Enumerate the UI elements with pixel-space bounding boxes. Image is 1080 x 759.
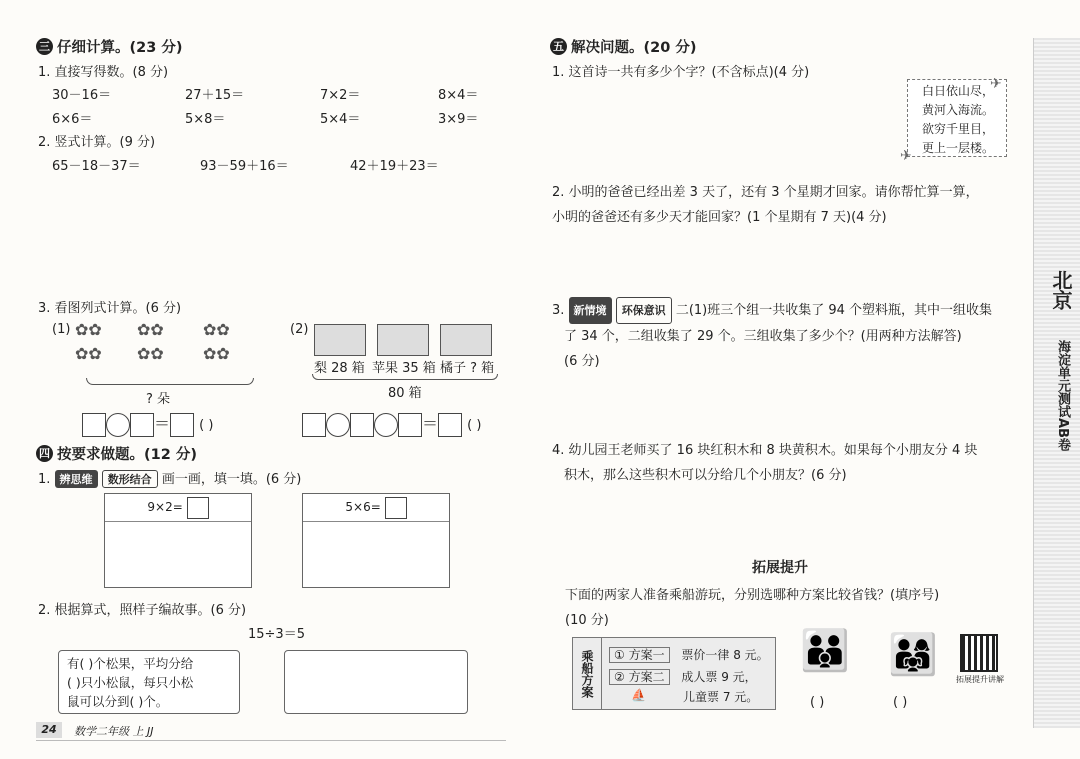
flower-icon: ✿✿ bbox=[75, 320, 102, 339]
crate-label: 苹果 35 箱 bbox=[372, 361, 436, 376]
crate-icon bbox=[440, 324, 492, 356]
q-line: (6 分) bbox=[564, 354, 600, 369]
answer-box[interactable] bbox=[438, 413, 462, 437]
table-side-label: 乘船方案 bbox=[573, 638, 602, 709]
q-text: 画一画，填一填。(6 分) bbox=[161, 472, 302, 487]
brace bbox=[312, 374, 498, 380]
section-title: 按要求做题。(12 分) bbox=[57, 447, 197, 463]
drawing-box-1[interactable] bbox=[104, 493, 252, 588]
story-line: ( )只小松鼠，每只小松 bbox=[67, 675, 194, 690]
footer-text: 数学二年级 上 JJ bbox=[74, 725, 154, 738]
extension-title: 拓展提升 bbox=[752, 560, 808, 576]
tag-thinking: 辨思维 bbox=[55, 470, 98, 488]
family-illustration-1: 👪 bbox=[800, 628, 850, 674]
plan-desc: 儿童票 7 元。 bbox=[683, 690, 759, 704]
section-number: 三 bbox=[36, 38, 53, 55]
section-5-heading bbox=[550, 36, 696, 57]
unit-paren: ( ) bbox=[467, 418, 482, 433]
paper-plane-icon: ✈ bbox=[990, 76, 1002, 92]
story-formula: 15÷3＝5 bbox=[248, 627, 305, 642]
calc-item: 30－16＝ bbox=[52, 88, 112, 103]
calc-item: 27＋15＝ bbox=[185, 88, 245, 103]
plan-row bbox=[609, 668, 757, 685]
poem-line: 欲穷千里目， bbox=[922, 122, 995, 136]
plan-desc: 成人票 9 元， bbox=[681, 670, 757, 684]
poem-line: 黄河入海流。 bbox=[922, 103, 995, 117]
r-q1: 1. 这首诗一共有多少个字？(不含标点)(4 分) bbox=[552, 65, 810, 80]
answer-box[interactable] bbox=[385, 497, 407, 519]
answer-paren: ( ) bbox=[810, 695, 825, 710]
calc-item: 7×2＝ bbox=[320, 88, 361, 103]
plan-name: ① 方案一 bbox=[609, 647, 670, 663]
answer-box[interactable] bbox=[350, 413, 374, 437]
equation-boxes-1: ＝ ( ) bbox=[82, 411, 213, 437]
crate-label: 橘子 ? 箱 bbox=[440, 361, 495, 376]
q-line: 积木，那么这些积木可以分给几个小朋友？(6 分) bbox=[564, 468, 847, 483]
brace bbox=[86, 378, 254, 385]
q-line: 下面的两家人准备乘船游玩，分别选哪种方案比较省钱？(填序号) bbox=[565, 588, 940, 603]
answer-box[interactable] bbox=[187, 497, 209, 519]
box-formula: 5×6= bbox=[345, 500, 381, 514]
q-line: 2. 小明的爸爸已经出差 3 天了，还有 3 个星期才回家。请你帮忙算一算， bbox=[552, 185, 979, 200]
side-banner bbox=[1033, 38, 1080, 728]
plan-row bbox=[609, 646, 769, 663]
section-number: 四 bbox=[36, 445, 53, 462]
vertical-calc-item: 42＋19＋23＝ bbox=[350, 159, 439, 174]
answer-box[interactable] bbox=[82, 413, 106, 437]
section-3-heading bbox=[36, 36, 182, 57]
q1-title: 1. 直接写得数。(8 分) bbox=[38, 65, 169, 80]
section-title: 仔细计算。(23 分) bbox=[57, 40, 183, 56]
story-text bbox=[67, 654, 193, 711]
operator-circle[interactable] bbox=[106, 413, 130, 437]
vertical-calc-item: 65－18－37＝ bbox=[52, 159, 141, 174]
plan-desc: 票价一律 8 元。 bbox=[681, 648, 769, 662]
q-line: (10 分) bbox=[565, 613, 609, 628]
r-q4 bbox=[552, 438, 977, 488]
section-4-heading bbox=[36, 443, 197, 464]
calc-item: 3×9＝ bbox=[438, 112, 479, 127]
crate-total-label: 80 箱 bbox=[388, 386, 422, 401]
q3-part1-label: (1) bbox=[52, 322, 71, 337]
section-number: 五 bbox=[550, 38, 567, 55]
q-line: 小明的爸爸还有多少天才能回家？(1 个星期有 7 天)(4 分) bbox=[552, 210, 887, 225]
operator-circle[interactable] bbox=[326, 413, 350, 437]
r-q3 bbox=[552, 297, 992, 374]
calc-item: 8×4＝ bbox=[438, 88, 479, 103]
q4-2-title: 2. 根据算式，照样子编故事。(6 分) bbox=[38, 603, 247, 618]
boat-icon: ⛵ bbox=[631, 688, 646, 702]
tag-shape: 数形结合 bbox=[102, 470, 158, 488]
poem-line: 白日依山尽， bbox=[922, 84, 995, 98]
operator-circle[interactable] bbox=[374, 413, 398, 437]
flower-icon: ✿✿ bbox=[137, 344, 164, 363]
box-formula: 9×2= bbox=[147, 500, 183, 514]
q-line: 二(1)班三个组一共收集了 94 个塑料瓶，其中一组收集 bbox=[675, 303, 993, 318]
qr-caption: 拓展提升讲解 bbox=[956, 675, 1004, 684]
flower-total-label: ? 朵 bbox=[146, 392, 171, 407]
crate-icon bbox=[314, 324, 366, 356]
plan-name: ② 方案二 bbox=[609, 669, 670, 685]
q2-title: 2. 竖式计算。(9 分) bbox=[38, 135, 156, 150]
vertical-calc-item: 93－59＋16＝ bbox=[200, 159, 289, 174]
series-title: 海淀单元测试AB卷 bbox=[1055, 340, 1070, 451]
family-illustration-2: 👨‍👩‍👧 bbox=[888, 632, 938, 678]
story-answer-box[interactable] bbox=[284, 650, 468, 714]
story-line: 鼠可以分到( )个。 bbox=[67, 694, 169, 709]
flower-icon: ✿✿ bbox=[203, 344, 230, 363]
box-header bbox=[303, 494, 449, 522]
tag-new-context: 新情境 bbox=[569, 297, 612, 324]
drawing-box-2[interactable] bbox=[302, 493, 450, 588]
flower-icon: ✿✿ bbox=[203, 320, 230, 339]
section-title: 解决问题。(20 分) bbox=[571, 40, 697, 56]
paper-plane-icon: ✈ bbox=[900, 148, 912, 164]
unit-paren: ( ) bbox=[199, 418, 214, 433]
answer-box[interactable] bbox=[170, 413, 194, 437]
footer-rule bbox=[36, 740, 506, 741]
q4-1-title bbox=[38, 468, 301, 488]
q-line: 4. 幼儿园王老师买了 16 块红积木和 8 块黄积木。如果每个小朋友分 4 块 bbox=[552, 443, 978, 458]
calc-item: 5×8＝ bbox=[185, 112, 226, 127]
boat-plan-table bbox=[572, 637, 776, 710]
brand-logo: 北京 bbox=[1049, 270, 1073, 310]
answer-box[interactable] bbox=[130, 413, 154, 437]
q3-title: 3. 看图列式计算。(6 分) bbox=[38, 301, 182, 316]
extension-question bbox=[565, 583, 939, 633]
story-line: 有( )个松果，平均分给 bbox=[67, 656, 194, 671]
flower-icon: ✿✿ bbox=[137, 320, 164, 339]
equation-boxes-2: ＝ ( ) bbox=[302, 411, 481, 437]
r-q2 bbox=[552, 180, 979, 230]
q-number: 3. bbox=[552, 303, 565, 318]
crate-icon bbox=[377, 324, 429, 356]
page-number: 24 bbox=[36, 722, 62, 738]
flower-icon: ✿✿ bbox=[75, 344, 102, 363]
answer-box[interactable] bbox=[398, 413, 422, 437]
qr-code-icon bbox=[960, 634, 998, 672]
box-header bbox=[105, 494, 251, 522]
example-story-box bbox=[58, 650, 240, 714]
flower-groups bbox=[75, 320, 255, 376]
answer-box[interactable] bbox=[302, 413, 326, 437]
crate-label: 梨 28 箱 bbox=[314, 361, 365, 376]
tag-eco: 环保意识 bbox=[616, 297, 672, 324]
q-number: 1. bbox=[38, 472, 51, 487]
calc-item: 6×6＝ bbox=[52, 112, 93, 127]
calc-item: 5×4＝ bbox=[320, 112, 361, 127]
answer-paren: ( ) bbox=[893, 695, 908, 710]
poem-line: 更上一层楼。 bbox=[922, 141, 995, 155]
q3-part2-label: (2) bbox=[290, 322, 309, 337]
q-line: 了 34 个，二组收集了 29 个。三组收集了多少个？(用两种方法解答) bbox=[564, 329, 962, 344]
